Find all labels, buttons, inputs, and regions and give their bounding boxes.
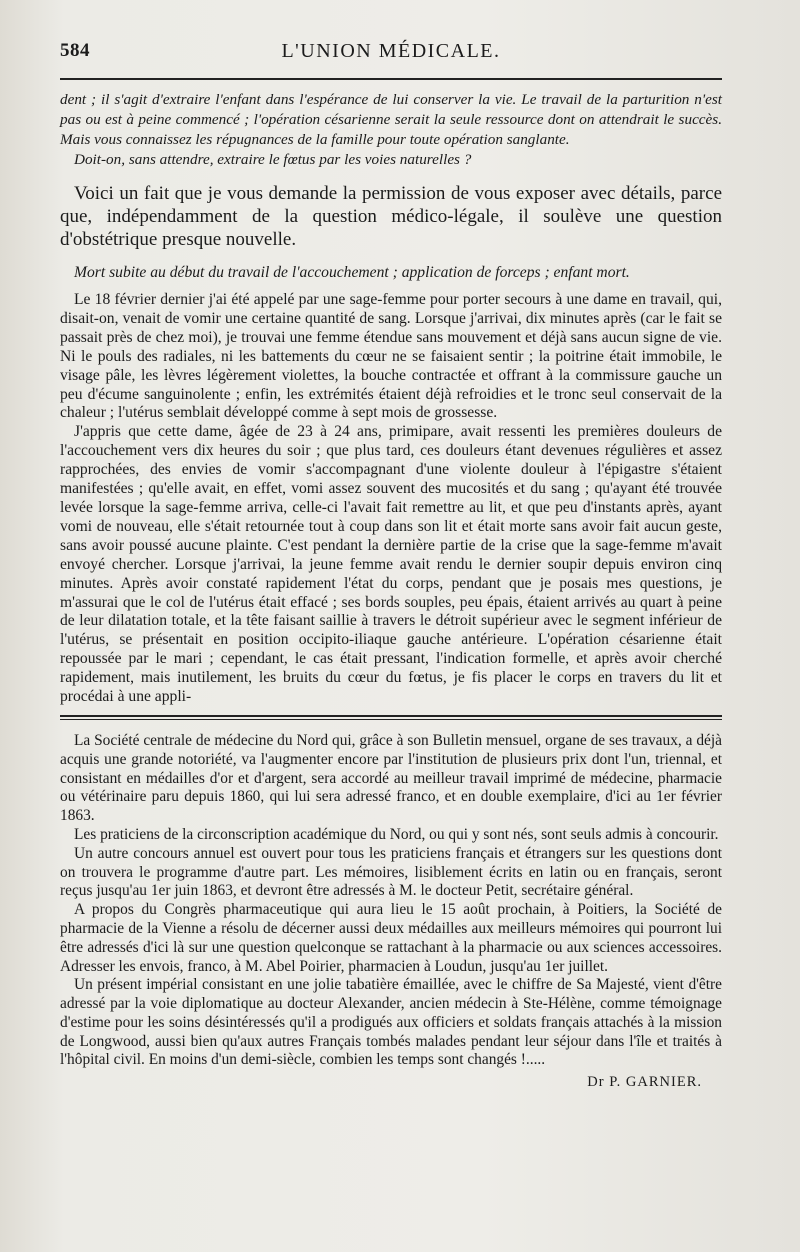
notice-paragraph: A propos du Congrès pharmaceutique qui aura lieu le 15 août prochain, à Poitiers, la Société de pharmacie de la Vienne a résolu de décerner aussi deux médailles aux meilleurs mémoires qui pourront lui être adressés d'ici là sur une question quelconque se rattachant à la pharmacie ou aux sciences accessoires. Adresser les envois, franco, à M. Abel Poirier, pharmacien à Loudun, jusqu'au 1er juillet. bbox=[60, 901, 722, 975]
intro-continuation: dent ; il s'agit d'extraire l'enfant dans l'espérance de lui conserver la vie. Le travail de la parturition n'est pas ou est à peine commencé ; l'opération césarienne serait la seule ressource dont on attendrait le succès. Mais vous connaissez les répugnances de la famille pour toute opération sanglante. bbox=[60, 91, 722, 148]
running-title: L'UNION MÉDICALE. bbox=[281, 40, 501, 62]
notice-paragraph: La Société centrale de médecine du Nord qui, grâce à son Bulletin mensuel, organe de ses travaux, a déjà acquis une grande notoriété, va l'augmenter encore par l'institution de plusieurs prix dont l'un, triennal, et consistant en médailles d'or et d'argent, sera accordé au meilleur travail imprimé de médecine, pharmacie ou vétérinaire paru depuis 1860, qui lui sera adressé franco, et en double exemplaire, d'ici au 1er février 1863. bbox=[60, 731, 722, 825]
notice-paragraph: Un autre concours annuel est ouvert pour tous les praticiens français et étrangers sur les questions dont on trouvera le programme d'autre part. Les mémoires, lisiblement écrits en latin ou en français, seront reçus jusqu'au 1er juin 1863, et devront être adressés à M. le docteur Petit, secrétaire général. bbox=[60, 844, 722, 900]
page-header bbox=[60, 40, 722, 70]
author-signature: Dr P. GARNIER. bbox=[587, 1074, 702, 1091]
page-number: 584 bbox=[60, 40, 90, 61]
intro-question: Doit-on, sans attendre, extraire le fœtus par les voies naturelles ? bbox=[74, 151, 472, 168]
lead-paragraph: Voici un fait que je vous demande la permission de vous exposer avec détails, parce que, indépendamment de la question médico-légale, il soulève une question d'obstétrique presque nouvelle. bbox=[60, 183, 722, 250]
notice-paragraph: Les praticiens de la circonscription académique du Nord, ou qui y sont nés, sont seuls admis à concourir. bbox=[74, 825, 719, 843]
case-paragraph: Le 18 février dernier j'ai été appelé par une sage-femme pour porter secours à une dame en travail, qui, disait-on, venait de vomir une certaine quantité de sang. Lorsque j'arrivai, dix minutes après (car le fait se passait près de chez moi), je trouvai une femme étendue sans mouvement et déjà sans aucun signe de vie. Ni le pouls des radiales, ni les battements du cœur ne se faisaient sentir ; la poitrine était immobile, le visage pâle, les lèvres légèrement violettes, la bouche contractée et offrant à la commissure gauche un peu d'écume sanguinolente ; enfin, les extrémités étaient déjà refroidies et le tronc seul conservait de la chaleur ; l'utérus semblait développé comme à sept mois de grossesse. bbox=[60, 291, 722, 422]
notice-paragraph: Un présent impérial consistant en une jolie tabatière émaillée, avec le chiffre de Sa Majesté, vient d'être adressé par la voie diplomatique au docteur Alexander, ancien médecin à Ste-Hélène, comme témoignage d'estime pour les soins désintéressés qu'il a prodigués aux officiers et soldats français attachés à la mission de Longwood, aussi bien qu'aux autres Français tombés malades pendant leur séjour dans l'île et traités à l'hôpital civil. En moins d'un demi-siècle, combien les temps sont changés !..... bbox=[60, 976, 722, 1069]
case-paragraph: J'appris que cette dame, âgée de 23 à 24 ans, primipare, avait ressenti les premières douleurs de l'accouchement vers dix heures du soir ; que plus tard, ces douleurs étant devenues régulières et assez rapprochées, des envies de vomir s'accompagnant d'une violente douleur à l'épigastre s'étaient manifestées ; qu'elle avait, en effet, vomi assez souvent des mucosités et du sang ; qu'ayant été trouvée levée lorsque la sage-femme arriva, celle-ci l'avait fait remettre au lit, et que peu d'instants après, ayant vomi de nouveau, elle s'était retournée tout à coup dans son lit et était morte sans avoir fait aucun geste, sans avoir poussé aucune plainte. C'est pendant la dernière partie de la crise que la sage-femme m'avait envoyé chercher. Lorsque j'arrivai, la jeune femme avait rendu le dernier soupir depuis environ cinq minutes. Après avoir constaté rapidement l'état du corps, pendant que je posais mes questions, je m'assurai que le col de l'utérus était effacé ; ses bords souples, peu épais, étaient arrivés au quart à peine de leur dilatation totale, et la tête faisant saillie à travers le détroit supérieur avec le segment inférieur de l'utérus, se présentait en position occipito-iliaque gauche antérieure. L'opération césarienne était repoussée par le mari ; cependant, le cas était pressant, l'indication formelle, et après avoir cherché rapidement, mais inutilement, les bruits du cœur du fœtus, je fis placer le corps en travers du lit et procédai à une appli- bbox=[60, 423, 722, 706]
section-divider bbox=[60, 715, 722, 720]
case-heading: Mort subite au début du travail de l'accouchement ; application de forceps ; enfant mort. bbox=[74, 264, 630, 281]
header-rule bbox=[60, 78, 722, 80]
notices-section bbox=[60, 732, 722, 1070]
